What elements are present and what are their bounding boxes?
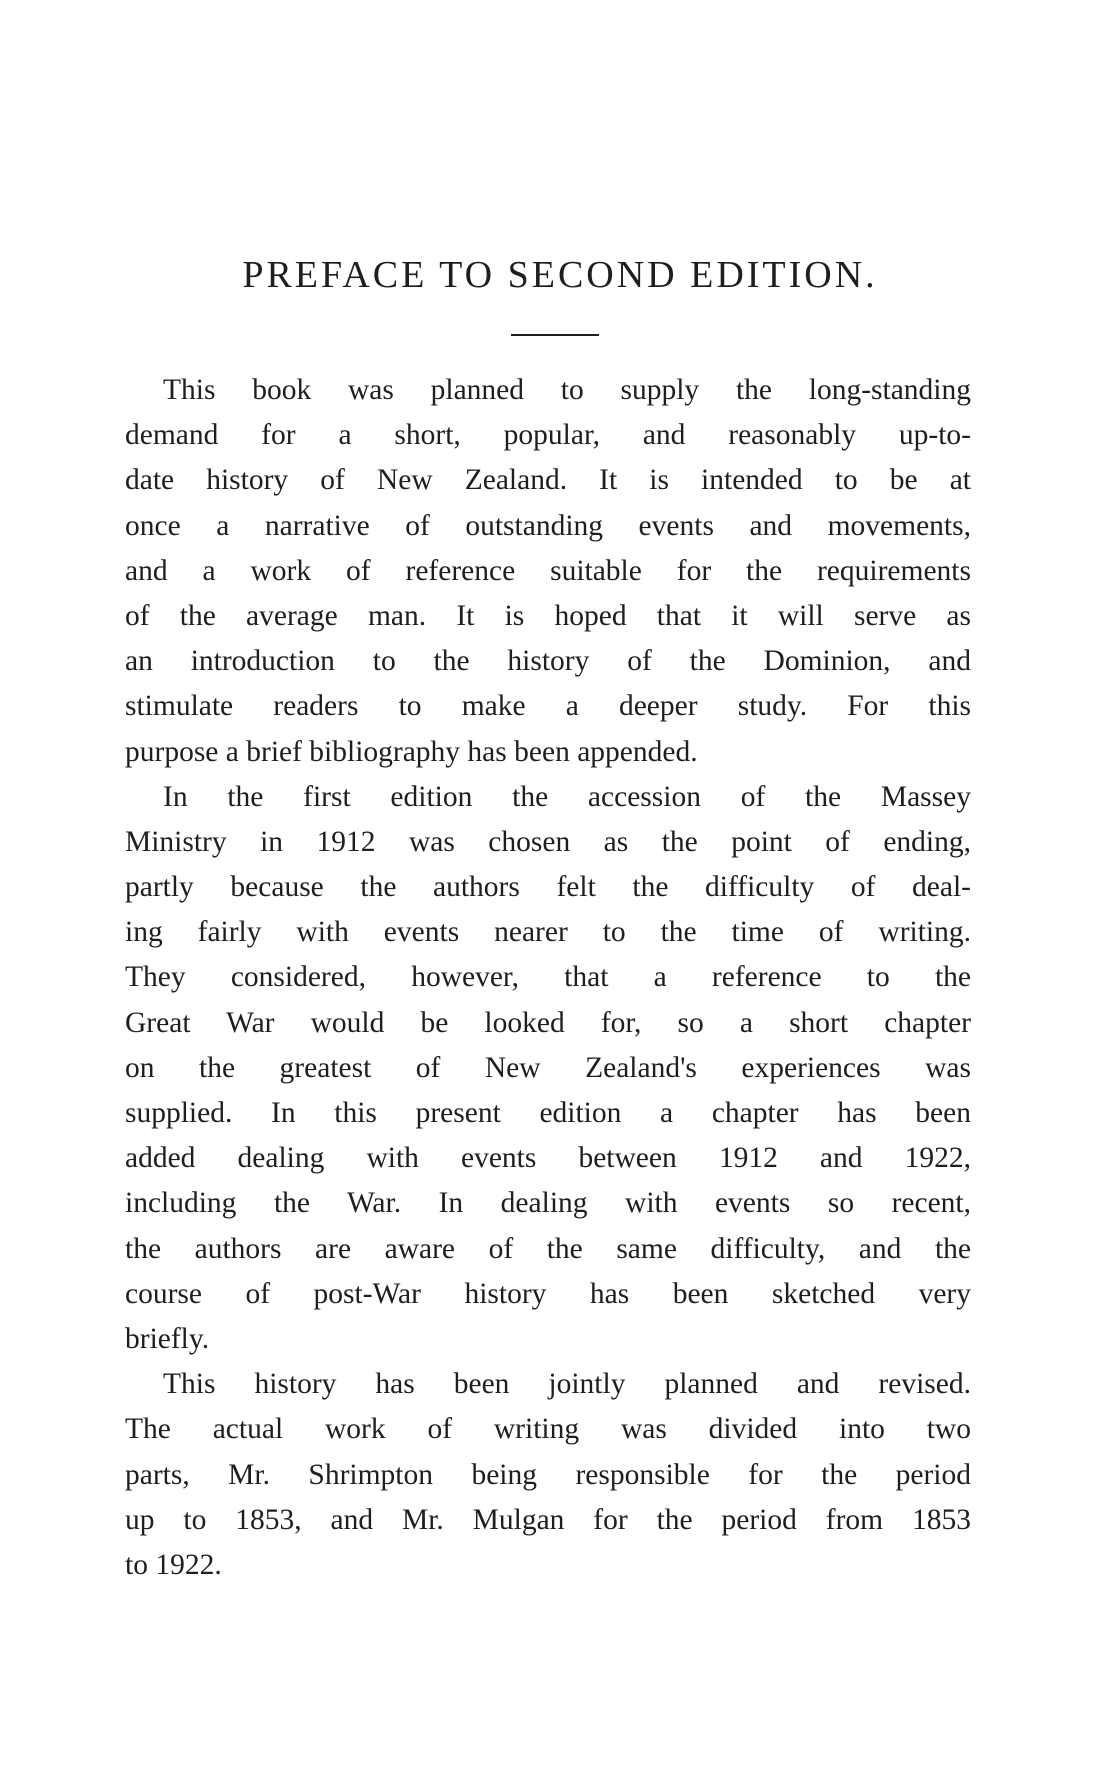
- paragraph-1: [125, 368, 971, 775]
- text-line: on the greatest of New Zealand's experiences was: [125, 1051, 971, 1084]
- text-line: up to 1853, and Mr. Mulgan for the period from 1853: [125, 1503, 971, 1536]
- text-line: once a narrative of outstanding events and movements,: [125, 509, 971, 542]
- text-line: briefly.: [125, 1322, 210, 1355]
- text-line: to 1922.: [125, 1548, 222, 1581]
- preface-body: [125, 368, 971, 1588]
- page-heading: PREFACE TO SECOND EDITION.: [242, 254, 878, 296]
- text-line: purpose a brief bibliography has been appended.: [125, 735, 698, 768]
- text-line: supplied. In this present edition a chapter has been: [125, 1097, 971, 1129]
- text-line: an introduction to the history of the Dominion, and: [125, 645, 971, 678]
- paragraph-2: [125, 775, 971, 1362]
- text-line: course of post-War history has been sketched very: [125, 1277, 971, 1310]
- paragraph-3: [125, 1362, 971, 1588]
- text-line: partly because the authors felt the difficulty of deal-: [125, 871, 971, 904]
- text-line: This history has been jointly planned and revised.: [163, 1368, 971, 1401]
- text-line: The actual work of writing was divided into two: [125, 1413, 971, 1446]
- heading-rule: [511, 334, 599, 336]
- text-line: ing fairly with events nearer to the time of writing.: [125, 916, 971, 949]
- text-line: In the first edition the accession of the Massey: [163, 780, 971, 813]
- text-line: date history of New Zealand. It is intended to be at: [125, 464, 971, 497]
- text-line: including the War. In dealing with events so recent,: [125, 1187, 971, 1220]
- text-line: of the average man. It is hoped that it will serve as: [125, 599, 971, 632]
- text-line: Great War would be looked for, so a short chapter: [125, 1006, 971, 1039]
- text-line: This book was planned to supply the long-standing: [163, 374, 971, 406]
- text-line: and a work of reference suitable for the requirements: [125, 554, 971, 587]
- text-line: stimulate readers to make a deeper study. For this: [125, 690, 971, 723]
- text-line: parts, Mr. Shrimpton being responsible for the period: [125, 1458, 971, 1491]
- text-line: added dealing with events between 1912 and 1922,: [125, 1142, 971, 1175]
- text-line: demand for a short, popular, and reasonably up-to-: [125, 419, 971, 452]
- text-line: Ministry in 1912 was chosen as the point of ending,: [125, 825, 971, 858]
- text-line: the authors are aware of the same difficulty, and the: [125, 1232, 971, 1265]
- text-line: They considered, however, that a reference to the: [125, 961, 971, 994]
